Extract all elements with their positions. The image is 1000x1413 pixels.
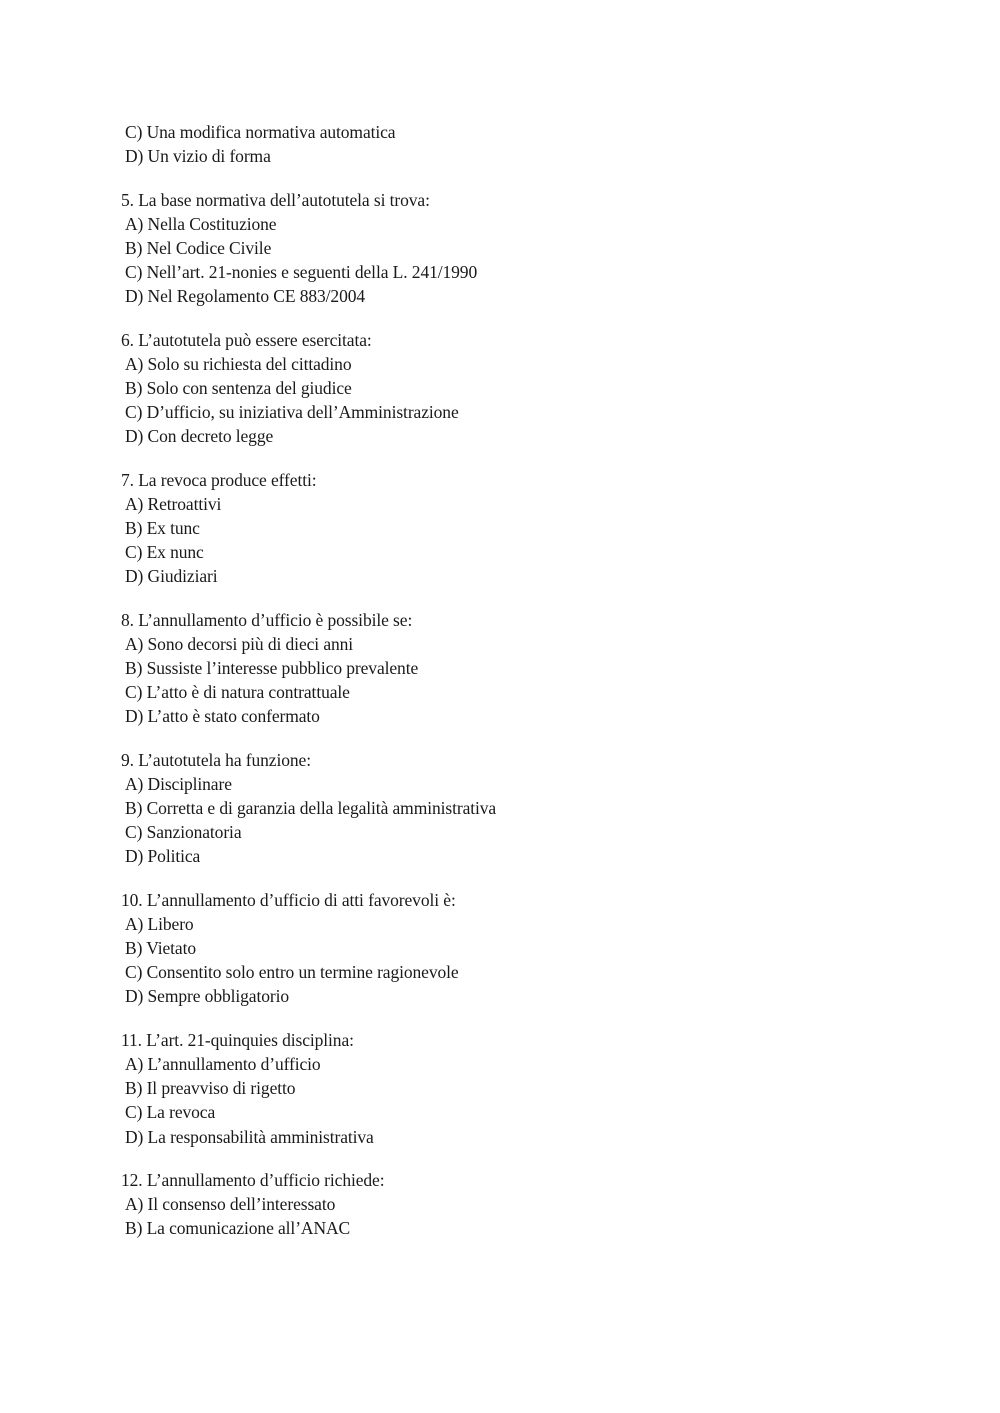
question-text: 9. L’autotutela ha funzione: [121,750,311,771]
answer-option: A) Il consenso dell’interessato [125,1194,336,1215]
answer-option: B) Nel Codice Civile [125,237,272,258]
question-block [121,188,881,308]
answer-option: C) Consentito solo entro un termine ragionevole [125,962,459,983]
answer-option: C) Nell’art. 21-nonies e seguenti della L. 241/1990 [125,262,478,283]
question-block [121,888,881,1008]
question-block [121,748,881,868]
answer-option: C) D’ufficio, su iniziativa dell’Amministrazione [125,402,459,423]
answer-option: C) La revoca [125,1102,216,1123]
answer-option: B) Solo con sentenza del giudice [125,378,352,399]
answer-option: D) Giudiziari [125,566,218,587]
answer-option: D) L’atto è stato confermato [125,706,320,727]
answer-option: B) La comunicazione all’ANAC [125,1218,351,1239]
question-block [121,1028,881,1148]
answer-option: A) Nella Costituzione [125,213,277,234]
answer-option: D) Politica [125,846,201,867]
answer-option: B) Corretta e di garanzia della legalità amministrativa [125,798,497,819]
answer-option: B) Ex tunc [125,518,200,539]
answer-option: D) Nel Regolamento CE 883/2004 [125,286,366,307]
question-block [121,1168,881,1240]
question-text: 11. L’art. 21-quinquies disciplina: [121,1030,354,1051]
question-text: 5. La base normativa dell’autotutela si trova: [121,189,430,210]
question-text: 12. L’annullamento d’ufficio richiede: [121,1170,385,1191]
answer-option: C) Una modifica normativa automatica [125,122,396,142]
answer-option: B) Vietato [125,938,197,959]
answer-option: A) Disciplinare [125,774,232,795]
answer-option: A) Sono decorsi più di dieci anni [125,634,354,655]
answer-option: D) La responsabilità amministrativa [125,1126,374,1147]
answer-option: B) Il preavviso di rigetto [125,1078,296,1099]
question-text: 10. L’annullamento d’ufficio di atti favorevoli è: [121,890,456,911]
question-text: 8. L’annullamento d’ufficio è possibile se: [121,609,413,630]
answer-option: A) Libero [125,914,194,935]
answer-option: C) Sanzionatoria [125,822,242,843]
answer-option: C) L’atto è di natura contrattuale [125,682,350,703]
quiz-content [121,120,881,1260]
answer-option: A) L’annullamento d’ufficio [125,1054,321,1075]
question-block-continued [121,120,881,168]
answer-option: A) Retroattivi [125,494,222,514]
question-block [121,328,881,448]
answer-option: C) Ex nunc [125,542,204,563]
answer-option: B) Sussiste l’interesse pubblico prevalente [125,658,419,679]
question-block [121,608,881,728]
answer-option: A) Solo su richiesta del cittadino [125,353,352,374]
answer-option: D) Con decreto legge [125,426,274,447]
question-text: 6. L’autotutela può essere esercitata: [121,329,372,350]
answer-option: D) Un vizio di forma [125,146,271,167]
answer-option: D) Sempre obbligatorio [125,986,290,1007]
question-text: 7. La revoca produce effetti: [121,469,317,490]
question-block [121,468,881,588]
